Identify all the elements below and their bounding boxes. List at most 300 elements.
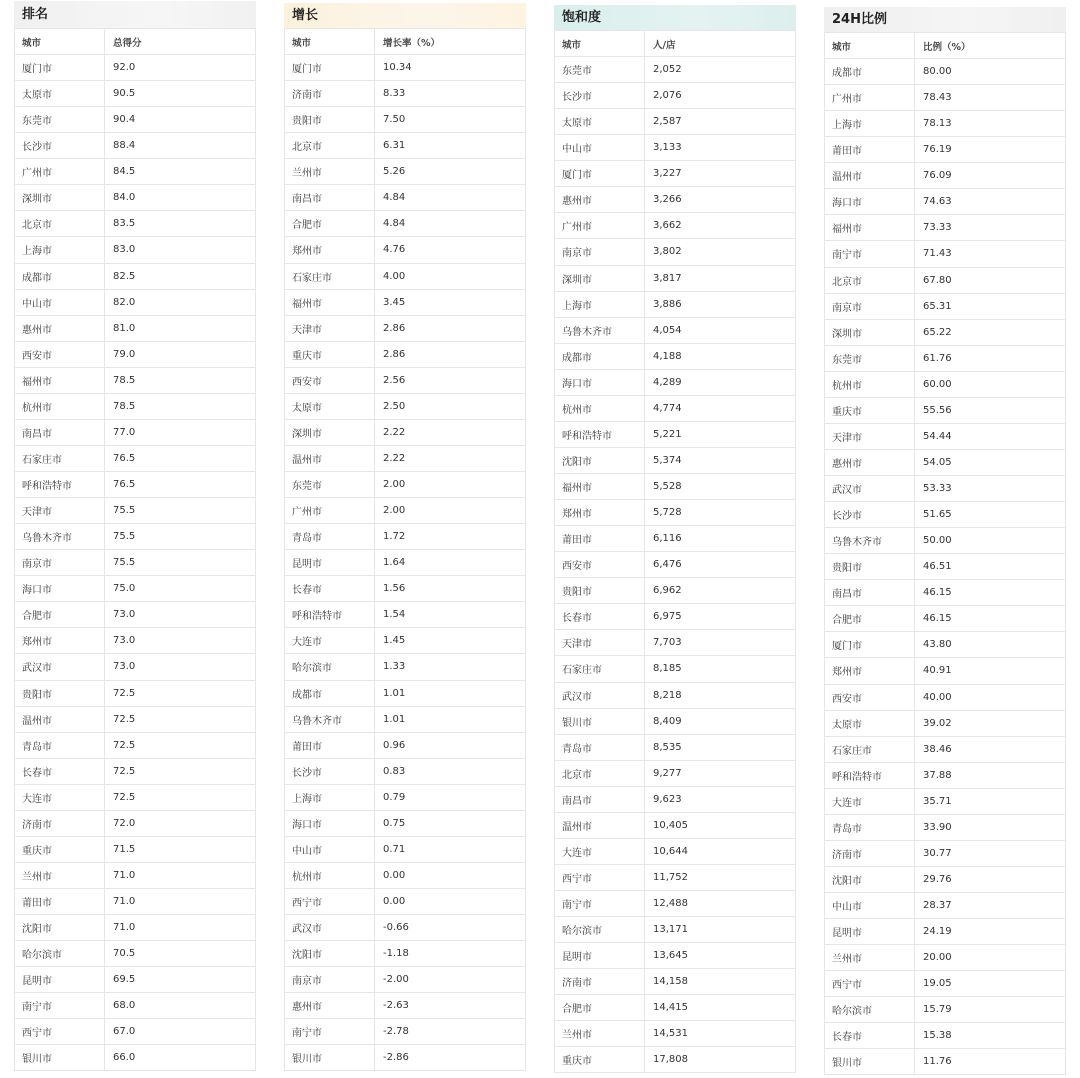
table-row [555, 603, 795, 629]
city-cell: 南京市 [555, 239, 645, 264]
value-cell: 1.45 [383, 635, 406, 647]
column-header-row [555, 30, 795, 56]
value-cell: 14,415 [653, 1002, 688, 1014]
value-cell: 2.22 [383, 426, 406, 438]
city-cell: 沈阳市 [285, 941, 375, 966]
city-cell: 乌鲁木齐市 [15, 524, 105, 549]
table-row [15, 523, 255, 549]
value-cell: 92.0 [113, 62, 136, 74]
city-cell: 东莞市 [555, 57, 645, 82]
city-cell: 成都市 [825, 59, 915, 84]
value-cell: 13,171 [653, 924, 688, 936]
value-cell: 76.09 [923, 170, 952, 182]
city-cell: 昆明市 [555, 943, 645, 968]
table-row [555, 708, 795, 734]
column-header-city: 城市 [555, 31, 645, 56]
city-cell: 西宁市 [555, 865, 645, 890]
table-row [15, 315, 255, 341]
value-cell: 2,076 [653, 90, 682, 102]
city-cell: 深圳市 [285, 420, 375, 445]
city-cell: 东莞市 [825, 346, 915, 371]
table-row [285, 1018, 525, 1044]
value-cell: 72.5 [113, 739, 136, 751]
city-cell: 哈尔滨市 [825, 997, 915, 1022]
city-cell: 天津市 [555, 630, 645, 655]
table-row [825, 944, 1065, 970]
table-row [555, 629, 795, 655]
city-cell: 南宁市 [555, 891, 645, 916]
value-cell: 2.00 [383, 479, 406, 491]
city-cell: 莆田市 [555, 526, 645, 551]
table-row [555, 108, 795, 134]
city-cell: 厦门市 [285, 55, 375, 80]
table-row [825, 553, 1065, 579]
table-row [15, 445, 255, 471]
table-row [555, 864, 795, 890]
city-cell: 长沙市 [285, 759, 375, 784]
table-row [825, 605, 1065, 631]
growth-table-title: 增长 [284, 3, 526, 28]
value-cell: 55.56 [923, 404, 952, 416]
table-row [555, 682, 795, 708]
table-row [15, 158, 255, 184]
table-row [825, 188, 1065, 214]
city-cell: 银川市 [825, 1049, 915, 1074]
column-header-value: 比例（%） [923, 41, 971, 53]
table-row [555, 916, 795, 942]
table-row [285, 158, 525, 184]
city-cell: 南宁市 [825, 241, 915, 266]
table-row [825, 1022, 1065, 1048]
table-row [555, 291, 795, 317]
table-row [555, 994, 795, 1020]
table-row [285, 289, 525, 315]
city-cell: 重庆市 [285, 342, 375, 367]
city-cell: 西宁市 [285, 889, 375, 914]
value-cell: 4,188 [653, 350, 682, 362]
value-cell: 65.31 [923, 300, 952, 312]
value-cell: 65.22 [923, 326, 952, 338]
value-cell: 84.0 [113, 192, 136, 204]
city-cell: 昆明市 [825, 919, 915, 944]
value-cell: 71.0 [113, 869, 136, 881]
growth-table [284, 3, 526, 1071]
value-cell: 28.37 [923, 900, 952, 912]
table-row [825, 214, 1065, 240]
city-cell: 石家庄市 [825, 737, 915, 762]
city-cell: 济南市 [555, 969, 645, 994]
city-cell: 兰州市 [555, 1021, 645, 1046]
value-cell: 9,277 [653, 767, 682, 779]
table-row [825, 345, 1065, 371]
table-row [555, 890, 795, 916]
table-row [15, 367, 255, 393]
city-cell: 合肥市 [15, 602, 105, 627]
city-cell: 北京市 [15, 211, 105, 236]
table-row [15, 706, 255, 732]
city-cell: 广州市 [825, 85, 915, 110]
city-cell: 上海市 [285, 785, 375, 810]
city-cell: 沈阳市 [555, 448, 645, 473]
table-row [555, 812, 795, 838]
value-cell: 4.84 [383, 218, 406, 230]
table-row [825, 240, 1065, 266]
value-cell: 11,752 [653, 871, 688, 883]
value-cell: 72.0 [113, 817, 136, 829]
value-cell: 7.50 [383, 114, 406, 126]
table-row [825, 162, 1065, 188]
value-cell: 5,374 [653, 454, 682, 466]
city-cell: 合肥市 [285, 211, 375, 236]
value-cell: 5,728 [653, 507, 682, 519]
city-cell: 厦门市 [825, 632, 915, 657]
table-row [825, 527, 1065, 553]
table-row [825, 136, 1065, 162]
table-row [825, 449, 1065, 475]
table-row [555, 760, 795, 786]
value-cell: 4.76 [383, 244, 406, 256]
table-row [825, 501, 1065, 527]
value-cell: 72.5 [113, 713, 136, 725]
table-row [825, 1048, 1065, 1074]
table-row [285, 106, 525, 132]
city-cell: 上海市 [555, 292, 645, 317]
table-row [285, 862, 525, 888]
table-row [555, 317, 795, 343]
table-row [825, 710, 1065, 736]
table-row [285, 315, 525, 341]
city-cell: 长春市 [285, 576, 375, 601]
city-cell: 济南市 [285, 81, 375, 106]
table-row [825, 631, 1065, 657]
value-cell: 77.0 [113, 426, 136, 438]
table-row [285, 784, 525, 810]
table-row [15, 653, 255, 679]
table-row [555, 186, 795, 212]
table-row [825, 110, 1065, 136]
value-cell: 73.0 [113, 661, 136, 673]
table-row [15, 54, 255, 80]
city-cell: 深圳市 [825, 320, 915, 345]
value-cell: 14,158 [653, 976, 688, 988]
value-cell: 5.26 [383, 166, 406, 178]
table-row [15, 80, 255, 106]
table-row [555, 395, 795, 421]
value-cell: 2,587 [653, 116, 682, 128]
value-cell: 78.13 [923, 118, 952, 130]
city-cell: 中山市 [825, 893, 915, 918]
value-cell: 1.72 [383, 531, 406, 543]
city-cell: 中山市 [285, 837, 375, 862]
value-cell: 4.00 [383, 270, 406, 282]
table-row [285, 992, 525, 1018]
city-cell: 莆田市 [825, 137, 915, 162]
city-cell: 温州市 [15, 707, 105, 732]
city-cell: 兰州市 [15, 863, 105, 888]
city-cell: 太原市 [555, 109, 645, 134]
24h-ratio-table-body [824, 32, 1066, 1075]
city-cell: 石家庄市 [15, 446, 105, 471]
table-row [555, 212, 795, 238]
value-cell: 0.79 [383, 791, 406, 803]
city-cell: 大连市 [15, 785, 105, 810]
city-cell: 莆田市 [285, 733, 375, 758]
city-cell: 厦门市 [15, 55, 105, 80]
city-cell: 上海市 [825, 111, 915, 136]
value-cell: 76.5 [113, 479, 136, 491]
city-cell: 西宁市 [15, 1019, 105, 1044]
table-row [825, 866, 1065, 892]
value-cell: 82.5 [113, 270, 136, 282]
table-row [555, 238, 795, 264]
table-row [15, 836, 255, 862]
value-cell: 90.5 [113, 88, 136, 100]
value-cell: 2.00 [383, 505, 406, 517]
value-cell: 6.31 [383, 140, 406, 152]
value-cell: 67.0 [113, 1026, 136, 1038]
table-row [285, 132, 525, 158]
city-cell: 温州市 [555, 813, 645, 838]
table-row [555, 577, 795, 603]
value-cell: 0.83 [383, 765, 406, 777]
table-row [15, 184, 255, 210]
city-cell: 杭州市 [825, 372, 915, 397]
city-cell: 成都市 [555, 344, 645, 369]
value-cell: 78.5 [113, 374, 136, 386]
table-row [285, 497, 525, 523]
value-cell: 88.4 [113, 140, 136, 152]
table-row [555, 838, 795, 864]
value-cell: 69.5 [113, 974, 136, 986]
city-cell: 成都市 [15, 264, 105, 289]
value-cell: 73.33 [923, 222, 952, 234]
city-cell: 天津市 [285, 316, 375, 341]
value-cell: 43.80 [923, 639, 952, 651]
saturation-table [554, 5, 796, 1073]
table-row [15, 627, 255, 653]
table-row [15, 341, 255, 367]
value-cell: 40.00 [923, 691, 952, 703]
growth-table-body [284, 28, 526, 1071]
city-cell: 青岛市 [285, 524, 375, 549]
value-cell: 73.0 [113, 609, 136, 621]
city-cell: 青岛市 [555, 735, 645, 760]
table-row [285, 367, 525, 393]
city-cell: 广州市 [555, 213, 645, 238]
city-cell: 贵阳市 [825, 554, 915, 579]
value-cell: 1.56 [383, 583, 406, 595]
value-cell: 6,116 [653, 533, 682, 545]
city-cell: 西安市 [825, 685, 915, 710]
value-cell: 46.15 [923, 587, 952, 599]
value-cell: 0.00 [383, 896, 406, 908]
table-row [285, 341, 525, 367]
city-cell: 郑州市 [15, 628, 105, 653]
value-cell: -2.00 [383, 974, 409, 986]
city-cell: 济南市 [15, 811, 105, 836]
table-row [825, 788, 1065, 814]
table-row [285, 601, 525, 627]
city-cell: 南宁市 [15, 993, 105, 1018]
city-cell: 福州市 [825, 215, 915, 240]
table-row [555, 1046, 795, 1072]
ranking-table [14, 1, 256, 1071]
city-cell: 中山市 [15, 290, 105, 315]
city-cell: 上海市 [15, 237, 105, 262]
value-cell: 72.5 [113, 765, 136, 777]
table-row [285, 888, 525, 914]
value-cell: 1.54 [383, 609, 406, 621]
table-row [825, 814, 1065, 840]
value-cell: 6,975 [653, 611, 682, 623]
table-row [285, 549, 525, 575]
city-cell: 杭州市 [555, 396, 645, 421]
saturation-table-body [554, 30, 796, 1073]
table-row [825, 736, 1065, 762]
value-cell: 78.43 [923, 92, 952, 104]
value-cell: 68.0 [113, 1000, 136, 1012]
city-cell: 重庆市 [15, 837, 105, 862]
city-cell: 南京市 [285, 967, 375, 992]
value-cell: 90.4 [113, 114, 136, 126]
table-row [15, 497, 255, 523]
value-cell: 76.5 [113, 452, 136, 464]
table-row [285, 836, 525, 862]
value-cell: 3,662 [653, 220, 682, 232]
table-row [825, 657, 1065, 683]
column-header-city: 城市 [825, 33, 915, 58]
city-cell: 福州市 [15, 368, 105, 393]
table-row [15, 810, 255, 836]
value-cell: 9,623 [653, 793, 682, 805]
value-cell: 10,644 [653, 845, 688, 857]
table-row [825, 762, 1065, 788]
value-cell: 1.33 [383, 661, 406, 673]
value-cell: 79.0 [113, 348, 136, 360]
table-row [285, 914, 525, 940]
table-row [825, 579, 1065, 605]
city-cell: 西安市 [285, 368, 375, 393]
table-row [15, 471, 255, 497]
value-cell: 81.0 [113, 322, 136, 334]
city-cell: 哈尔滨市 [15, 941, 105, 966]
city-cell: 呼和浩特市 [555, 422, 645, 447]
table-row [285, 80, 525, 106]
table-row [15, 914, 255, 940]
value-cell: 15.79 [923, 1004, 952, 1016]
city-cell: 杭州市 [15, 394, 105, 419]
city-cell: 南昌市 [555, 787, 645, 812]
city-cell: 太原市 [285, 394, 375, 419]
value-cell: 71.0 [113, 896, 136, 908]
value-cell: 8,535 [653, 741, 682, 753]
city-cell: 郑州市 [555, 500, 645, 525]
city-cell: 武汉市 [285, 915, 375, 940]
table-row [15, 758, 255, 784]
value-cell: -2.78 [383, 1026, 409, 1038]
city-cell: 温州市 [825, 163, 915, 188]
city-cell: 南昌市 [15, 420, 105, 445]
city-cell: 南宁市 [285, 1019, 375, 1044]
table-row [825, 84, 1065, 110]
value-cell: 71.43 [923, 248, 952, 260]
value-cell: 46.51 [923, 561, 952, 573]
table-row [15, 236, 255, 262]
table-row [15, 940, 255, 966]
table-row [285, 653, 525, 679]
city-cell: 兰州市 [285, 159, 375, 184]
city-cell: 福州市 [555, 474, 645, 499]
table-row [285, 680, 525, 706]
table-row [825, 970, 1065, 996]
table-row [15, 289, 255, 315]
table-row [825, 918, 1065, 944]
value-cell: 72.5 [113, 791, 136, 803]
value-cell: -0.66 [383, 922, 409, 934]
column-header-value: 增长率（%） [383, 37, 441, 49]
value-cell: 3,133 [653, 142, 682, 154]
value-cell: 8.33 [383, 88, 406, 100]
city-cell: 长沙市 [15, 133, 105, 158]
value-cell: 0.71 [383, 843, 406, 855]
city-cell: 石家庄市 [285, 264, 375, 289]
value-cell: 35.71 [923, 795, 952, 807]
value-cell: 38.46 [923, 743, 952, 755]
column-header-row [825, 32, 1065, 58]
city-cell: 惠州市 [555, 187, 645, 212]
table-row [555, 134, 795, 160]
city-cell: 呼和浩特市 [15, 472, 105, 497]
table-row [285, 184, 525, 210]
table-row [285, 236, 525, 262]
city-cell: 大连市 [825, 789, 915, 814]
value-cell: -2.63 [383, 1000, 409, 1012]
table-row [285, 732, 525, 758]
table-row [555, 447, 795, 473]
city-cell: 昆明市 [15, 967, 105, 992]
city-cell: 呼和浩特市 [285, 602, 375, 627]
column-header-city: 城市 [15, 29, 105, 54]
value-cell: 33.90 [923, 821, 952, 833]
table-row [285, 419, 525, 445]
value-cell: -2.86 [383, 1052, 409, 1064]
value-cell: 7,703 [653, 637, 682, 649]
city-cell: 济南市 [825, 841, 915, 866]
table-row [555, 56, 795, 82]
city-cell: 重庆市 [555, 1047, 645, 1072]
value-cell: 74.63 [923, 196, 952, 208]
city-cell: 莆田市 [15, 889, 105, 914]
city-cell: 青岛市 [15, 733, 105, 758]
value-cell: 3.45 [383, 296, 406, 308]
table-row [825, 58, 1065, 84]
city-cell: 杭州市 [285, 863, 375, 888]
value-cell: 75.0 [113, 583, 136, 595]
table-row [285, 210, 525, 236]
table-row [15, 862, 255, 888]
value-cell: 17,808 [653, 1054, 688, 1066]
value-cell: 73.0 [113, 635, 136, 647]
saturation-table-title: 饱和度 [554, 5, 796, 30]
city-cell: 南京市 [15, 550, 105, 575]
value-cell: 12,488 [653, 898, 688, 910]
value-cell: 71.5 [113, 843, 136, 855]
value-cell: 2.50 [383, 400, 406, 412]
value-cell: 4.84 [383, 192, 406, 204]
city-cell: 贵阳市 [285, 107, 375, 132]
city-cell: 深圳市 [555, 266, 645, 291]
city-cell: 郑州市 [285, 237, 375, 262]
